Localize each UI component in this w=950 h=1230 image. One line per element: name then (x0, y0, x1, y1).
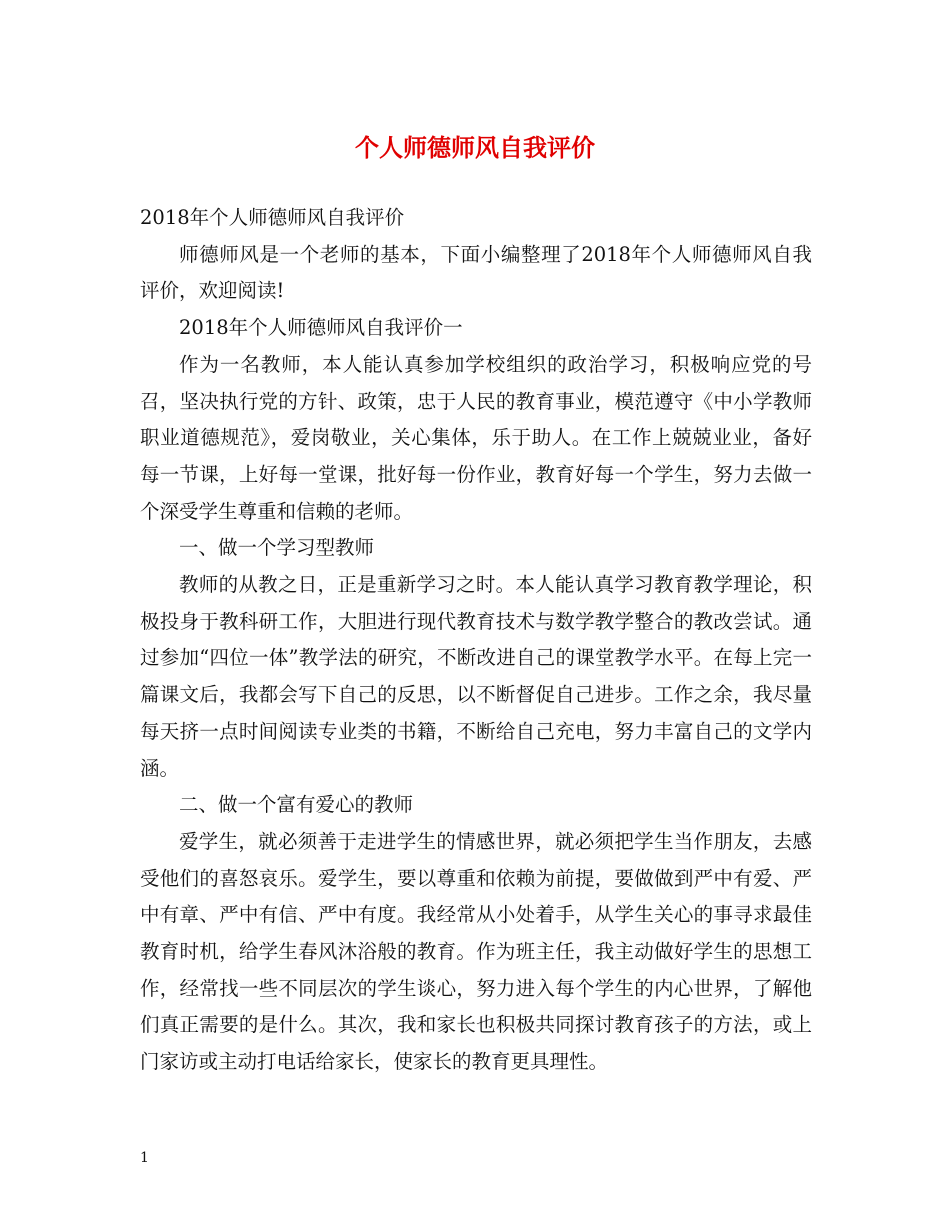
section-heading-learning-teacher: 一、做一个学习型教师 (179, 536, 375, 560)
section-heading-part-one: 2018年个人师德师风自我评价一 (179, 316, 463, 340)
document-title: 个人师德师风自我评价 (355, 133, 595, 162)
page-number: 1 (140, 1150, 149, 1166)
document-body (140, 200, 812, 1081)
document-subtitle: 2018年个人师德师风自我评价 (140, 206, 405, 229)
paragraph-intro: 师德师风是一个老师的基本，下面小编整理了2018年个人师德师风自我评价，欢迎阅读! (140, 242, 812, 303)
section-heading-caring-teacher: 二、做一个富有爱心的教师 (179, 793, 414, 817)
paragraph-learning: 教师的从教之日，正是重新学习之时。本人能认真学习教育教学理论，积极投身于教科研工作，大胆进行现代教育技术与数学教学整合的教改尝试。通过参加“四位一体”教学法的研究，不断改进自己的课堂教学水平。在每上完一篇课文后，我都会写下自己的反思，以不断督促自己进步。工作之余，我尽量每天挤一点时间阅读专业类的书籍，不断给自己充电，努力丰富自己的文学内涵。 (140, 573, 812, 780)
paragraph-overview: 作为一名教师，本人能认真参加学校组织的政治学习，积极响应党的号召，坚决执行党的方针、政策，忠于人民的教育事业，模范遵守《中小学教师职业道德规范》，爱岗敬业，关心集体，乐于助人。在工作上兢兢业业，备好每一节课，上好每一堂课，批好每一份作业，教育好每一个学生，努力去做一个深受学生尊重和信赖的老师。 (140, 352, 812, 523)
paragraph-caring: 爱学生，就必须善于走进学生的情感世界，就必须把学生当作朋友，去感受他们的喜怒哀乐。爱学生，要以尊重和依赖为前提，要做做到严中有爱、严中有章、严中有信、严中有度。我经常从小处着手，从学生关心的事寻求最佳教育时机，给学生春风沐浴般的教育。作为班主任，我主动做好学生的思想工作，经常找一些不同层次的学生谈心，努力进入每个学生的内心世界，了解他们真正需要的是什么。其次，我和家长也积极共同探讨教育孩子的方法，或上门家访或主动打电话给家长，使家长的教育更具理性。 (140, 829, 812, 1074)
